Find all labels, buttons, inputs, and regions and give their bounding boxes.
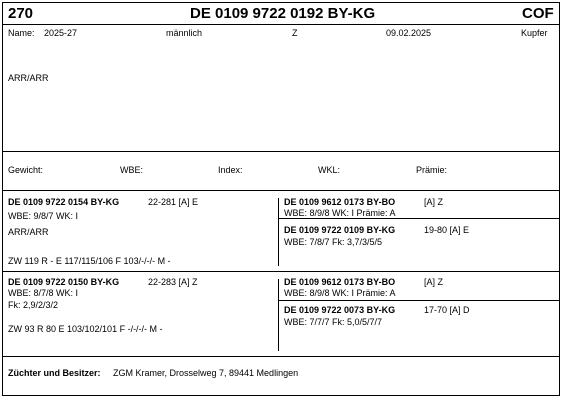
mother-zw: ZW 93 R 80 E 103/102/101 F -/-/-/- M -	[8, 324, 163, 334]
breeder-value: ZGM Kramer, Drosselweg 7, 89441 Medlingen	[113, 368, 299, 378]
color-value: Kupfer	[521, 28, 548, 38]
wkl-label: WKL:	[318, 165, 341, 175]
mother-ring: DE 0109 9722 0150 BY-KG	[8, 277, 120, 287]
name-value: 2025-27	[44, 28, 78, 38]
divider-father-vertical	[278, 198, 279, 266]
divider-info	[3, 151, 559, 152]
mother-code: 22-283 [A] Z	[148, 277, 198, 287]
ring-number: DE 0109 9722 0192 BY-KG	[190, 5, 376, 22]
divider-father-parents	[278, 218, 559, 219]
father-mother-ring: DE 0109 9722 0109 BY-KG	[284, 225, 396, 235]
mother-wbe: WBE: 8/7/8 WK: I	[8, 288, 79, 298]
father-zw: ZW 119 R - E 117/115/106 F 103/-/-/- M -	[8, 256, 171, 266]
mother-father-code: [A] Z	[424, 277, 444, 287]
breed-code: COF	[522, 5, 554, 22]
father-father-ring: DE 0109 9612 0173 BY-BO	[284, 197, 396, 207]
mother-father-ring: DE 0109 9612 0173 BY-BO	[284, 277, 396, 287]
name-label: Name:	[8, 28, 35, 38]
divider-mother-vertical	[278, 279, 279, 351]
father-mother-line: WBE: 7/8/7 Fk: 3,7/3/5/5	[284, 237, 383, 247]
breeder-label: Züchter und Besitzer:	[8, 368, 101, 378]
mother-mother-code: 17-70 [A] D	[424, 305, 470, 315]
mother-father-line: WBE: 8/9/8 WK: I Prämie: A	[284, 288, 396, 298]
father-father-code: [A] Z	[424, 197, 444, 207]
divider-measures	[3, 190, 559, 191]
mother-mother-ring: DE 0109 9722 0073 BY-KG	[284, 305, 396, 315]
index-label: Index:	[218, 165, 243, 175]
father-wbe: WBE: 9/8/7 WK: I	[8, 211, 79, 221]
divider-mother	[3, 356, 559, 357]
z-value: Z	[292, 28, 298, 38]
father-code: 22-281 [A] E	[148, 197, 199, 207]
weight-label: Gewicht:	[8, 165, 44, 175]
sex-value: männlich	[166, 28, 203, 38]
card-number: 270	[8, 5, 34, 22]
father-ring: DE 0109 9722 0154 BY-KG	[8, 197, 120, 207]
divider-header	[3, 24, 559, 25]
date-value: 09.02.2025	[386, 28, 432, 38]
mother-fk: Fk: 2,9/2/3/2	[8, 300, 59, 310]
divider-father	[3, 271, 559, 272]
praemie-label: Prämie:	[416, 165, 448, 175]
father-breed: ARR/ARR	[8, 227, 49, 237]
breed-genotype: ARR/ARR	[8, 73, 49, 83]
wbe-label: WBE:	[120, 165, 144, 175]
father-father-line: WBE: 8/9/8 WK: I Prämie: A	[284, 208, 396, 218]
divider-mother-parents	[278, 300, 559, 301]
mother-mother-line: WBE: 7/7/7 Fk: 5,0/5/7/7	[284, 317, 383, 327]
father-mother-code: 19-80 [A] E	[424, 225, 470, 235]
